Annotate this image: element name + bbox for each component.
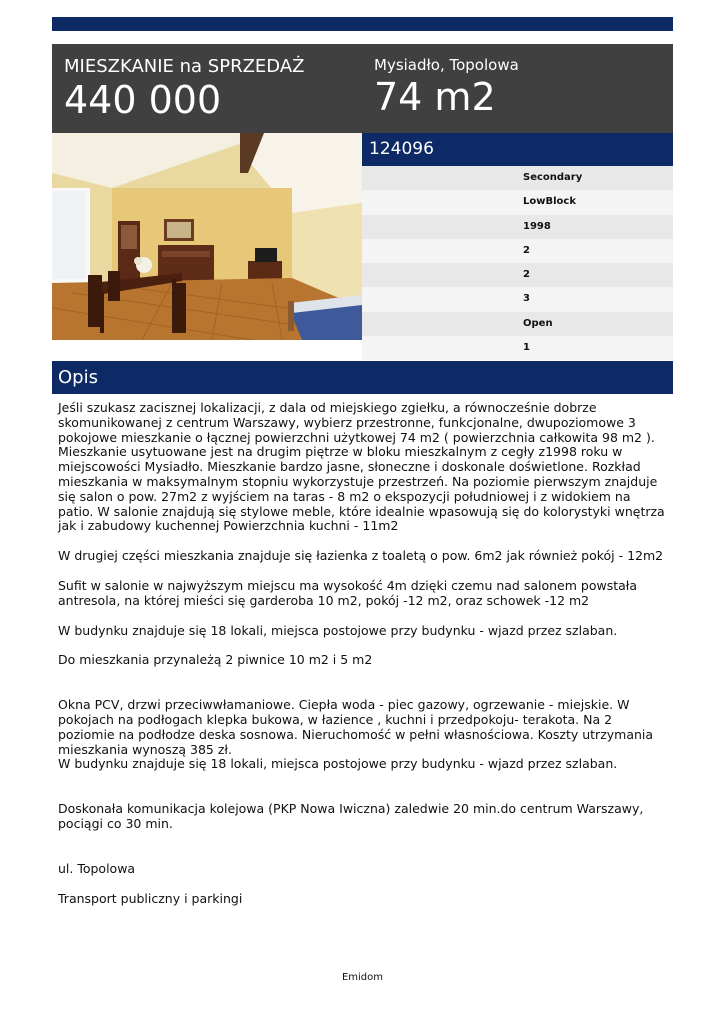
attribute-value: Secondary bbox=[523, 172, 583, 183]
attribute-row bbox=[362, 287, 673, 311]
description-paragraph: Transport publiczny i parkingi bbox=[58, 890, 243, 906]
attribute-row bbox=[362, 239, 673, 263]
description-paragraph: ul. Topolowa bbox=[58, 860, 136, 876]
attribute-value: 2 bbox=[523, 269, 530, 281]
description-paragraph: Doskonała komunikacja kolejowa (PKP Nowa Iwiczna) zaledwie 20 min.do centrum Warszawy, pociągi co 30 min. bbox=[58, 801, 644, 831]
description-paragraph: W drugiej części mieszkania znajduje się łazienka z toaletą o pow. 6m2 jak również pokój - 12m2 bbox=[58, 548, 664, 564]
listing-id-bar bbox=[362, 133, 673, 166]
top-accent-bar bbox=[52, 17, 673, 31]
description-paragraph: Do mieszkania przynależą 2 piwnice 10 m2 i 5 m2 bbox=[58, 652, 373, 668]
description-paragraph: Jeśli szukasz zacisznej lokalizacji, z dala od miejskiego zgiełku, a równocześnie dobrze skomunikowanej z centrum Warszawy, wybierz przestronne, funkcjonalne, dwupoziomowe 3 pokojowe mieszkanie o łącznej powierzchni użytkowej 74 m2 ( powierzchnia całkowita 98 m2 ). Mieszkanie usytuowane jest na drugim piętrze w bloku mieszkalnym z cegły z1998 roku w miejscowości Mysiadło. Mieszkanie bardzo jasne, słoneczne i doskonale doświetlone. Rozkład mieszkania w maksymalnym stopniu wykorzystuje przestrzeń. Na poziomie pierwszym znajduje się salon o pow. 27m2 z wyjściem na taras - 8 m2 o ekspozycji południowej i z widokiem na patio. W salonie znajdują się stylowe meble, które idealnie wpasowują się do kolorystyki wnętrza jak i zabudowy kuchennej Powierzchnia kuchni - 11m2 bbox=[58, 400, 665, 534]
description-header bbox=[52, 361, 673, 394]
description-paragraph: Sufit w salonie w najwyższym miejscu ma wysokość 4m dzięki czemu nad salonem powstała antresola, na której mieści się garderoba 10 m2, pokój -12 m2, oraz schowek -12 m2 bbox=[58, 577, 637, 608]
attribute-row bbox=[362, 263, 673, 287]
location: Mysiadło, Topolowa bbox=[374, 56, 519, 74]
description-paragraph: W budynku znajduje się 18 lokali, miejsca postojowe przy budynku - wjazd przez szlaban. bbox=[58, 622, 618, 638]
attribute-value: 1998 bbox=[523, 220, 551, 232]
header-left bbox=[64, 56, 304, 122]
attributes-table bbox=[362, 166, 673, 360]
attribute-row bbox=[362, 215, 673, 239]
attribute-row bbox=[362, 190, 673, 214]
attribute-value: Open bbox=[523, 317, 553, 329]
description-paragraph: Okna PCV, drzwi przeciwwłamaniowe. Ciepła woda - piec gazowy, ogrzewanie - miejskie. W pokojach na podłogach klepka bukowa, w łazience , kuchni i przedpokoju- terakota. Na 2 poziomie na podłodze deska sosnowa. Nieruchomość w pełni własnościowa. Koszty utrzymania mieszkania wynoszą 385 zł. W budynku znajduje się 18 lokali, miejsca postojowe przy budynku - wjazd przez szlaban. bbox=[58, 697, 654, 772]
description-body bbox=[58, 401, 668, 906]
property-photo bbox=[52, 133, 362, 340]
attribute-row bbox=[362, 336, 673, 360]
attribute-value: 1 bbox=[523, 342, 530, 354]
footer-agency: Emidom bbox=[341, 972, 384, 983]
attribute-row bbox=[362, 312, 673, 336]
attribute-value: 3 bbox=[523, 293, 530, 305]
listing-id: 124096 bbox=[369, 139, 434, 159]
description-title: Opis bbox=[58, 367, 98, 388]
attribute-value: 2 bbox=[523, 244, 530, 256]
attribute-row bbox=[362, 166, 673, 190]
price: 440 000 bbox=[64, 78, 222, 122]
offer-type: MIESZKANIE na SPRZEDAŻ bbox=[64, 56, 305, 77]
header-right bbox=[374, 56, 519, 119]
listing-header bbox=[52, 44, 673, 133]
area: 74 m2 bbox=[374, 75, 496, 119]
attribute-value: LowBlock bbox=[523, 196, 576, 208]
